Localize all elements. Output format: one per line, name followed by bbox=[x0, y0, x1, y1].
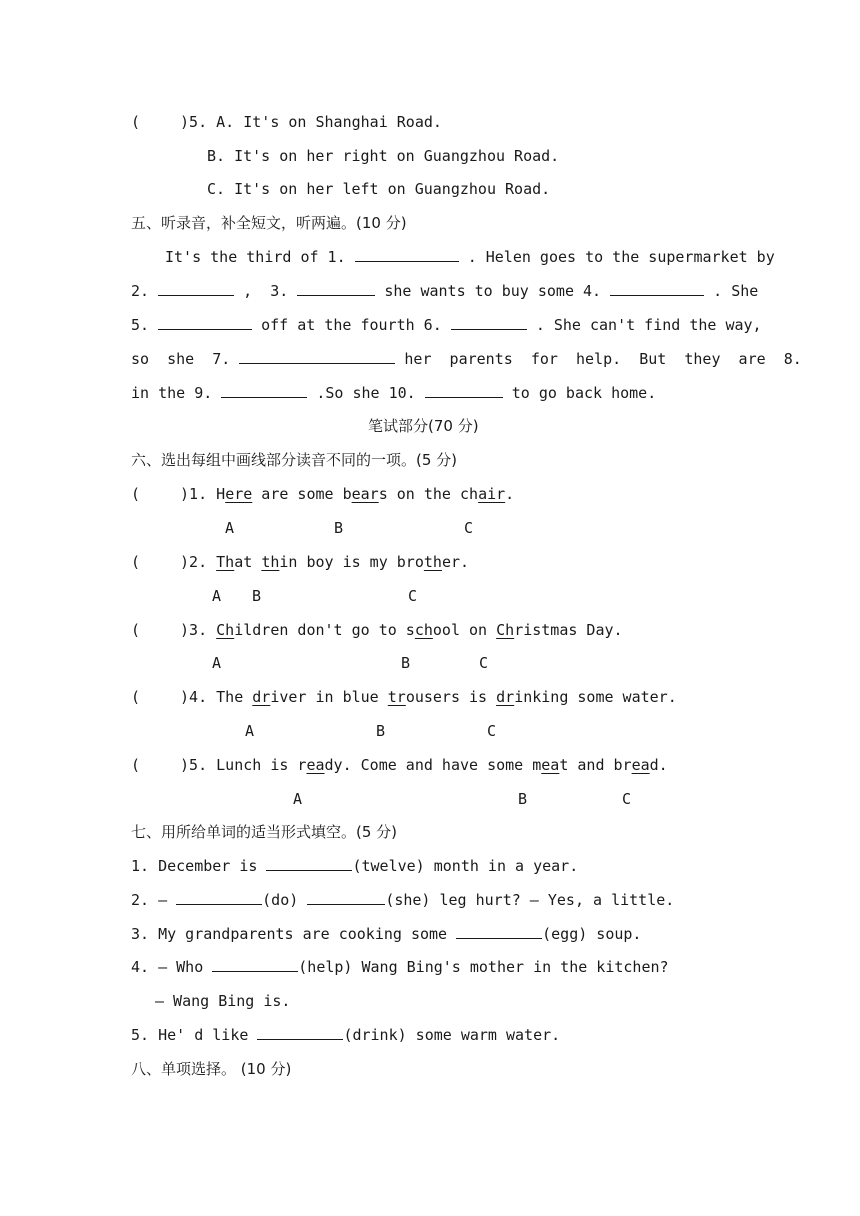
q-number: )5. bbox=[180, 756, 217, 774]
passage-text: she wants to buy some 4. bbox=[384, 282, 602, 300]
answer-paren: ( bbox=[131, 113, 141, 131]
q5-option-a: )5. A. It's on Shanghai Road. bbox=[180, 113, 442, 131]
blank-drink[interactable] bbox=[257, 1025, 343, 1040]
word-text: . bbox=[505, 485, 515, 503]
passage-text: to go back home. bbox=[511, 384, 657, 402]
word-text: H bbox=[216, 485, 226, 503]
underlined-part-a: Th bbox=[216, 553, 235, 571]
item-text: (drink) some warm water. bbox=[343, 1026, 561, 1044]
passage-text: , 3. bbox=[243, 282, 289, 300]
item-text: (do) bbox=[262, 891, 299, 909]
fill-item-1 bbox=[131, 856, 578, 876]
q-number: )2. bbox=[180, 553, 217, 571]
q5-option-c: C. It's on her left on Guangzhou Road. bbox=[207, 180, 551, 198]
label-c: C bbox=[408, 587, 418, 605]
passage-text: .So she 10. bbox=[316, 384, 416, 402]
label-b: B bbox=[252, 587, 262, 605]
item-text: 1. December is bbox=[131, 857, 258, 875]
blank-1[interactable] bbox=[355, 247, 459, 262]
underlined-part-b: ea bbox=[541, 756, 560, 774]
blank-help[interactable] bbox=[212, 957, 298, 972]
passage-line-3 bbox=[131, 315, 762, 335]
section6-title: 六、选出每组中画线部分读音不同的一项。(5 分) bbox=[131, 451, 458, 469]
fill-item-4-answer: — Wang Bing is. bbox=[155, 992, 291, 1010]
word-text: ool on bbox=[432, 621, 497, 639]
underlined-part-c: dr bbox=[496, 688, 515, 706]
blank-5[interactable] bbox=[158, 315, 252, 330]
blank-9[interactable] bbox=[221, 383, 307, 398]
q5-option-b: B. It's on her right on Guangzhou Road. bbox=[207, 147, 560, 165]
word-text: Lunch is r bbox=[216, 756, 307, 774]
item-text: 3. My grandparents are cooking some bbox=[131, 925, 448, 943]
item-text: (egg) soup. bbox=[542, 925, 642, 943]
word-text: The bbox=[216, 688, 253, 706]
blank-4[interactable] bbox=[610, 281, 704, 296]
label-b: B bbox=[401, 654, 411, 672]
underlined-part-a: ere bbox=[225, 485, 253, 503]
item-text: 4. — Who bbox=[131, 958, 204, 976]
label-a: A bbox=[212, 654, 222, 672]
word-text: ristmas Day. bbox=[514, 621, 623, 639]
blank-twelve[interactable] bbox=[266, 856, 352, 871]
passage-text: It's the third of 1. bbox=[165, 248, 346, 266]
word-text: ildren don't go to s bbox=[234, 621, 415, 639]
blank-do[interactable] bbox=[176, 890, 262, 905]
label-b: B bbox=[334, 519, 344, 537]
underlined-part-c: ea bbox=[631, 756, 650, 774]
word-text: t and br bbox=[559, 756, 632, 774]
passage-text: so she 7. bbox=[131, 350, 231, 368]
item-text: (twelve) month in a year. bbox=[352, 857, 579, 875]
label-b: B bbox=[376, 722, 386, 740]
blank-6[interactable] bbox=[451, 315, 527, 330]
underlined-part-b: ear bbox=[351, 485, 379, 503]
word-text: iver in blue bbox=[270, 688, 388, 706]
underlined-part-b: ch bbox=[414, 621, 433, 639]
word-text: are some b bbox=[252, 485, 352, 503]
passage-line-1 bbox=[165, 247, 775, 267]
fill-item-5 bbox=[131, 1025, 560, 1045]
passage-text: her parents for help. But they are 8. bbox=[404, 350, 802, 368]
word-text: inking some water. bbox=[514, 688, 677, 706]
underlined-part-b: tr bbox=[387, 688, 406, 706]
underlined-part-a: dr bbox=[252, 688, 271, 706]
written-part-heading: 笔试部分(70 分) bbox=[368, 417, 479, 435]
q-number: )4. bbox=[180, 688, 217, 706]
word-text: dy. Come and have some m bbox=[324, 756, 542, 774]
passage-text: in the 9. bbox=[131, 384, 213, 402]
answer-paren: ( bbox=[131, 621, 141, 639]
passage-text: off at the fourth 6. bbox=[261, 316, 442, 334]
item-text: (she) leg hurt? — Yes, a little. bbox=[385, 891, 675, 909]
passage-text: 5. bbox=[131, 316, 150, 334]
blank-she[interactable] bbox=[307, 890, 385, 905]
passage-text: . Helen goes to the supermarket by bbox=[467, 248, 775, 266]
q-number: )1. bbox=[180, 485, 217, 503]
section8-title: 八、单项选择。 (10 分) bbox=[131, 1060, 292, 1078]
section5-title: 五、听录音，补全短文，听两遍。(10 分) bbox=[131, 214, 407, 232]
phonics-q3 bbox=[131, 620, 623, 640]
answer-paren: ( bbox=[131, 485, 141, 503]
passage-line-4 bbox=[131, 349, 802, 369]
blank-3[interactable] bbox=[297, 281, 375, 296]
label-a: A bbox=[212, 587, 222, 605]
phonics-q1 bbox=[131, 484, 514, 504]
passage-text: 2. bbox=[131, 282, 150, 300]
passage-line-2 bbox=[131, 281, 758, 301]
word-text: ousers is bbox=[405, 688, 497, 706]
underlined-part-c: Ch bbox=[496, 621, 515, 639]
label-c: C bbox=[487, 722, 497, 740]
label-c: C bbox=[464, 519, 474, 537]
label-c: C bbox=[479, 654, 489, 672]
word-text: in boy is my bro bbox=[279, 553, 424, 571]
blank-10[interactable] bbox=[425, 383, 503, 398]
passage-text: . She bbox=[713, 282, 759, 300]
item-text: (help) Wang Bing's mother in the kitchen? bbox=[298, 958, 669, 976]
blank-egg[interactable] bbox=[456, 924, 542, 939]
label-b: B bbox=[518, 790, 528, 808]
word-text: d. bbox=[649, 756, 668, 774]
underlined-part-a: Ch bbox=[216, 621, 235, 639]
fill-item-3 bbox=[131, 924, 641, 944]
word-text: at bbox=[234, 553, 262, 571]
underlined-part-b: th bbox=[261, 553, 280, 571]
word-text: er. bbox=[441, 553, 470, 571]
item-text: 2. — bbox=[131, 891, 168, 909]
label-a: A bbox=[293, 790, 303, 808]
answer-paren: ( bbox=[131, 756, 141, 774]
fill-item-4 bbox=[131, 957, 669, 977]
word-text: s on the ch bbox=[378, 485, 479, 503]
phonics-q4 bbox=[131, 687, 677, 707]
answer-paren: ( bbox=[131, 553, 141, 571]
blank-7[interactable] bbox=[239, 349, 395, 364]
section7-title: 七、用所给单词的适当形式填空。(5 分) bbox=[131, 823, 398, 841]
passage-line-5 bbox=[131, 383, 656, 403]
underlined-part-c: th bbox=[423, 553, 442, 571]
answer-paren: ( bbox=[131, 688, 141, 706]
blank-2[interactable] bbox=[158, 281, 234, 296]
label-c: C bbox=[622, 790, 632, 808]
listening-q5 bbox=[131, 112, 442, 132]
underlined-part-c: air bbox=[478, 485, 506, 503]
fill-item-2 bbox=[131, 890, 674, 910]
phonics-q2 bbox=[131, 552, 469, 572]
item-text: 5. He' d like bbox=[131, 1026, 249, 1044]
passage-text: . She can't find the way, bbox=[535, 316, 762, 334]
label-a: A bbox=[245, 722, 255, 740]
q-number: )3. bbox=[180, 621, 217, 639]
underlined-part-a: ea bbox=[306, 756, 325, 774]
label-a: A bbox=[225, 519, 235, 537]
phonics-q5 bbox=[131, 755, 668, 775]
